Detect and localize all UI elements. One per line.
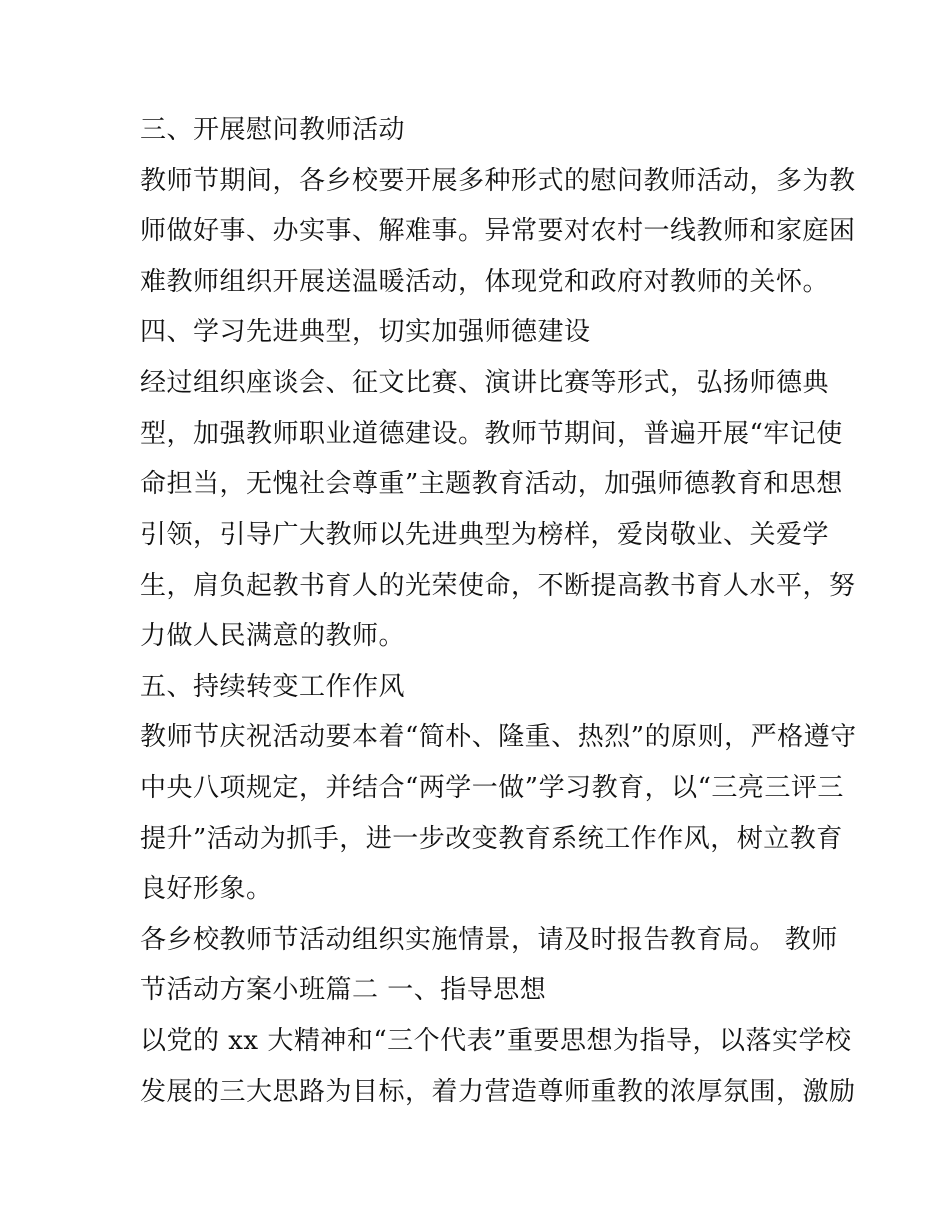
paragraph-line: 生，肩负起教书育人的光荣使命，不断提高教书育人水平，努	[140, 571, 856, 601]
paragraph-line: 良好形象。	[140, 874, 273, 904]
section-heading-5: 五、持续转变工作作风	[140, 672, 406, 702]
paragraph-line: 各乡校教师节活动组织实施情景，请及时报告教育局。 教师	[140, 925, 838, 955]
paragraph-line: 经过组织座谈会、征文比赛、演讲比赛等形式，弘扬师德典	[140, 368, 830, 398]
paragraph-line: 节活动方案小班篇二 一、指导思想	[140, 975, 547, 1005]
paragraph-line: 型，加强教师职业道德建设。教师节期间，普遍开展“牢记使	[140, 419, 843, 449]
section-heading-4: 四、学习先进典型，切实加强师德建设	[140, 317, 591, 347]
paragraph-line: 教师节期间，各乡校要开展多种形式的慰问教师活动，多为教	[140, 166, 856, 196]
section-heading-3: 三、开展慰问教师活动	[140, 115, 406, 145]
paragraph-line: 中央八项规定，并结合“两学一做”学习教育，以“三亮三评三	[140, 773, 844, 803]
paragraph-line: 教师节庆祝活动要本着“简朴、隆重、热烈”的原则，严格遵守	[140, 722, 857, 752]
paragraph-line: 师做好事、办实事、解难事。异常要对农村一线教师和家庭困	[140, 216, 856, 246]
paragraph-line: 引领，引导广大教师以先进典型为榜样，爱岗敬业、关爱学	[140, 520, 830, 550]
paragraph-line: 命担当，无愧社会尊重”主题教育活动，加强师德教育和思想	[140, 469, 843, 499]
paragraph-line: 力做人民满意的教师。	[140, 621, 406, 651]
paragraph-line: 发展的三大思路为目标，着力营造尊师重教的浓厚氛围，激励	[140, 1077, 856, 1107]
paragraph-line: 难教师组织开展送温暖活动，体现党和政府对教师的关怀。	[140, 267, 830, 297]
paragraph-line: 提升”活动为抓手，进一步改变教育系统工作作风，树立教育	[140, 824, 843, 854]
paragraph-line: 以党的 xx 大精神和“三个代表”重要思想为指导，以落实学校	[140, 1026, 852, 1056]
